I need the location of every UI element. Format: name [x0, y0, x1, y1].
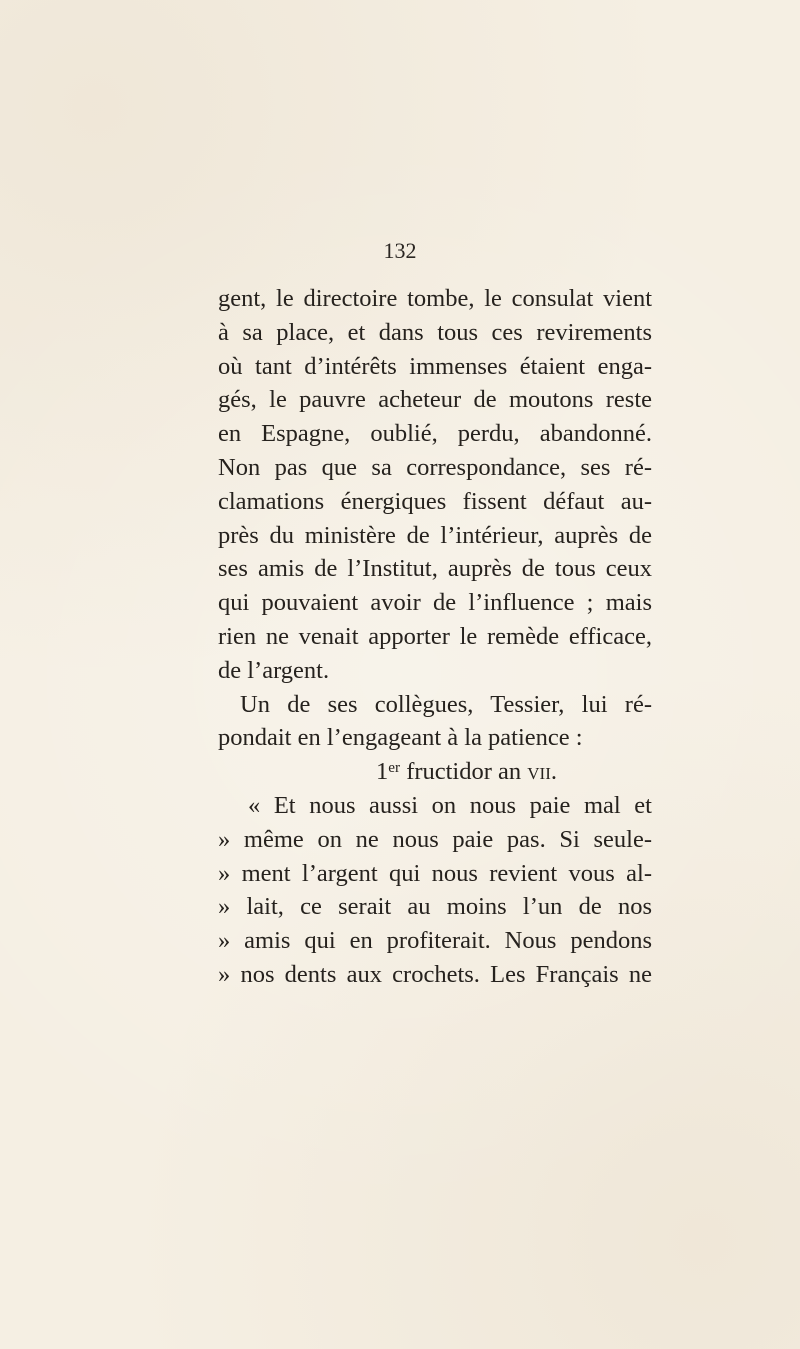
text-line: rien ne venait apporter le remède efficace,: [218, 622, 652, 650]
text-line: près du ministère de l’intérieur, auprès de: [218, 521, 652, 549]
text-line: à sa place, et dans tous ces revirements: [218, 318, 652, 346]
quote-line: » ment l’argent qui nous revient vous al-: [218, 859, 652, 887]
text-line: pondait en l’engageant à la patience :: [218, 724, 583, 752]
quote-line: » lait, ce serait au moins l’un de nos: [218, 893, 652, 921]
page-number: 132: [383, 238, 417, 263]
quote-line: « Et nous aussi on nous paie mal et: [248, 791, 652, 819]
body-text: [218, 282, 652, 992]
text-line: où tant d’intérêts immenses étaient enga-: [218, 352, 652, 380]
text-line: gent, le directoire tombe, le consulat vient: [218, 285, 652, 312]
quote-line: » même on ne nous paie pas. Si seule-: [218, 825, 652, 853]
text-line: gés, le pauvre acheteur de moutons reste: [218, 386, 652, 414]
quote-line: » nos dents aux crochets. Les Français ne: [218, 960, 652, 988]
text-line: de l’argent.: [218, 656, 330, 684]
date-ordinal: er: [388, 759, 401, 777]
text-line: Un de ses collègues, Tessier, lui ré-: [240, 690, 652, 718]
quote-line: » amis qui en profiterait. Nous pendons: [218, 927, 652, 955]
date-day: 1: [376, 758, 389, 786]
text-line: clamations énergiques fissent défaut au-: [218, 487, 652, 515]
date-month: fructidor an: [406, 758, 522, 786]
text-line: en Espagne, oublié, perdu, abandonné.: [218, 420, 652, 448]
text-line: Non pas que sa correspondance, ses ré-: [218, 453, 652, 481]
text-line: qui pouvaient avoir de l’influence ; mais: [218, 589, 652, 617]
date-year: vii.: [527, 758, 558, 786]
text-line: ses amis de l’Institut, auprès de tous ceux: [218, 555, 652, 583]
letter-date: [218, 755, 652, 789]
